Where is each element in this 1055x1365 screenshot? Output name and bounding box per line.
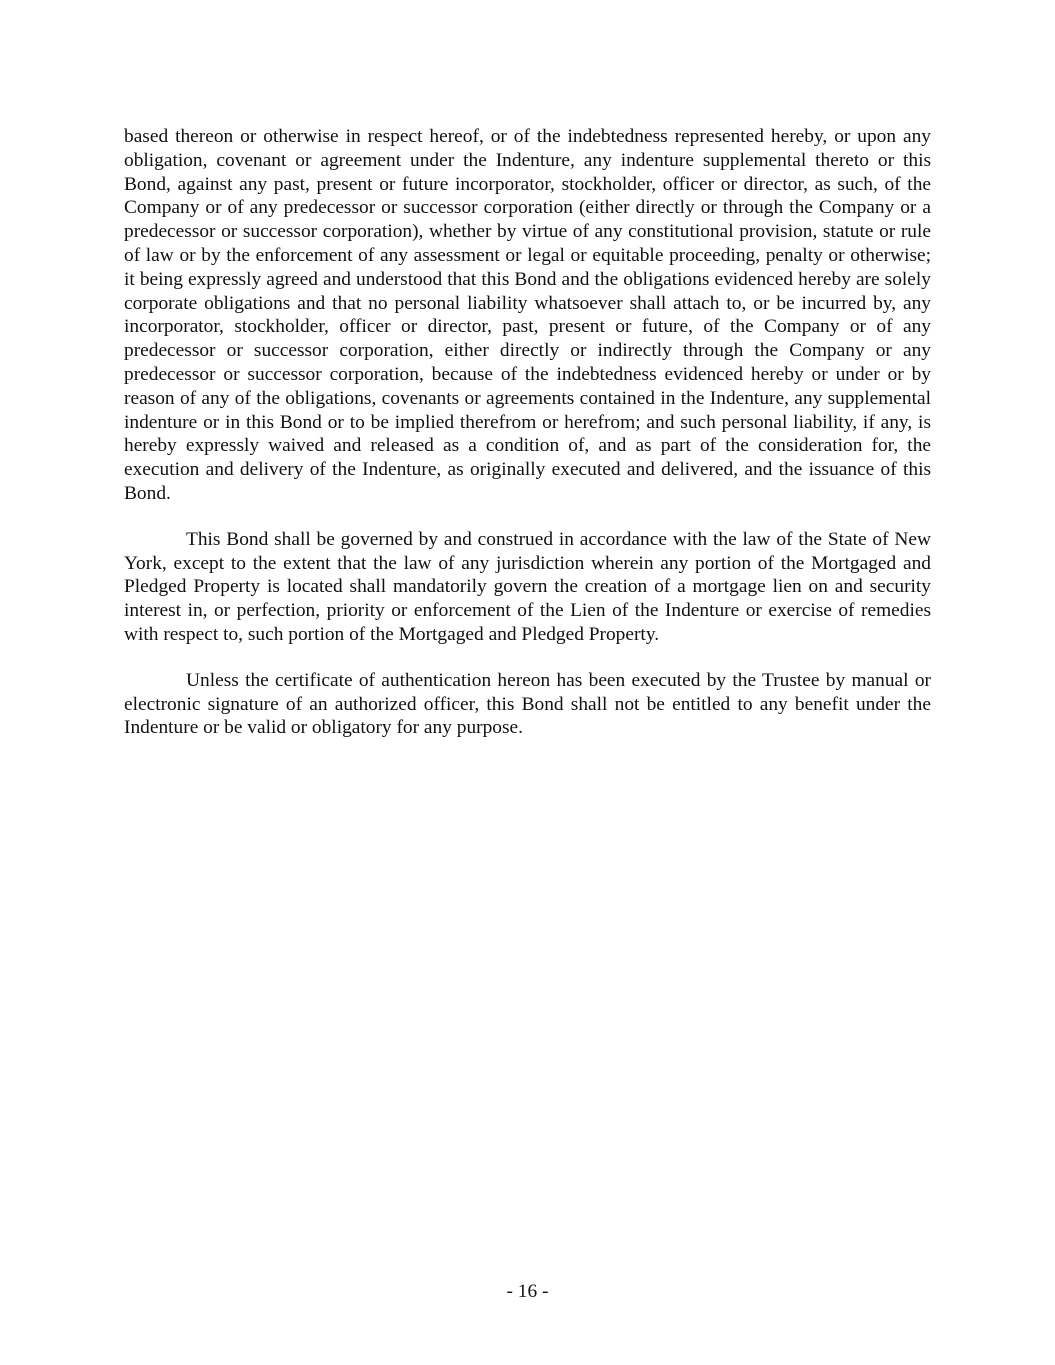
page-number: - 16 - (506, 1281, 549, 1302)
body-text (124, 125, 931, 762)
paragraph-governing-law: This Bond shall be governed by and construed in accordance with the law of the State of New York, except to the extent that the law of any jurisdiction wherein any portion of the Mortgaged and Pledged Property is located shall mandatorily govern the creation of a mortgage lien on and security interest in, or perfection, priority or enforcement of the Lien of the Indenture or exercise of remedies with respect to, such portion of the Mortgaged and Pledged Property. (124, 528, 931, 645)
paragraph-liability-waiver: based thereon or otherwise in respect hereof, or of the indebtedness represented hereby, or upon any obligation, covenant or agreement under the Indenture, any indenture supplemental thereto or this Bond, against any past, present or future incorporator, stockholder, officer or director, as such, of the Company or of any predecessor or successor corporation (either directly or through the Company or a predecessor or successor corporation), whether by virtue of any constitutional provision, statute or rule of law or by the enforcement of any assessment or legal or equitable proceeding, penalty or otherwise; it being expressly agreed and understood that this Bond and the obligations evidenced hereby are solely corporate obligations and that no personal liability whatsoever shall attach to, or be incurred by, any incorporator, stockholder, officer or director, past, present or future, of the Company or of any predecessor or successor corporation, either directly or indirectly through the Company or any predecessor or successor corporation, because of the indebtedness evidenced hereby or under or by reason of any of the obligations, covenants or agreements contained in the Indenture, any supplemental indenture or in this Bond or to be implied therefrom or herefrom; and such personal liability, if any, is hereby expressly waived and released as a condition of, and as part of the consideration for, the execution and delivery of the Indenture, as originally executed and delivered, and the issuance of this Bond. (124, 126, 931, 504)
paragraph-authentication: Unless the certificate of authentication hereon has been executed by the Trustee by manual or electronic signature of an authorized officer, this Bond shall not be entitled to any benefit under the Indenture or be valid or obligatory for any purpose. (124, 669, 931, 739)
